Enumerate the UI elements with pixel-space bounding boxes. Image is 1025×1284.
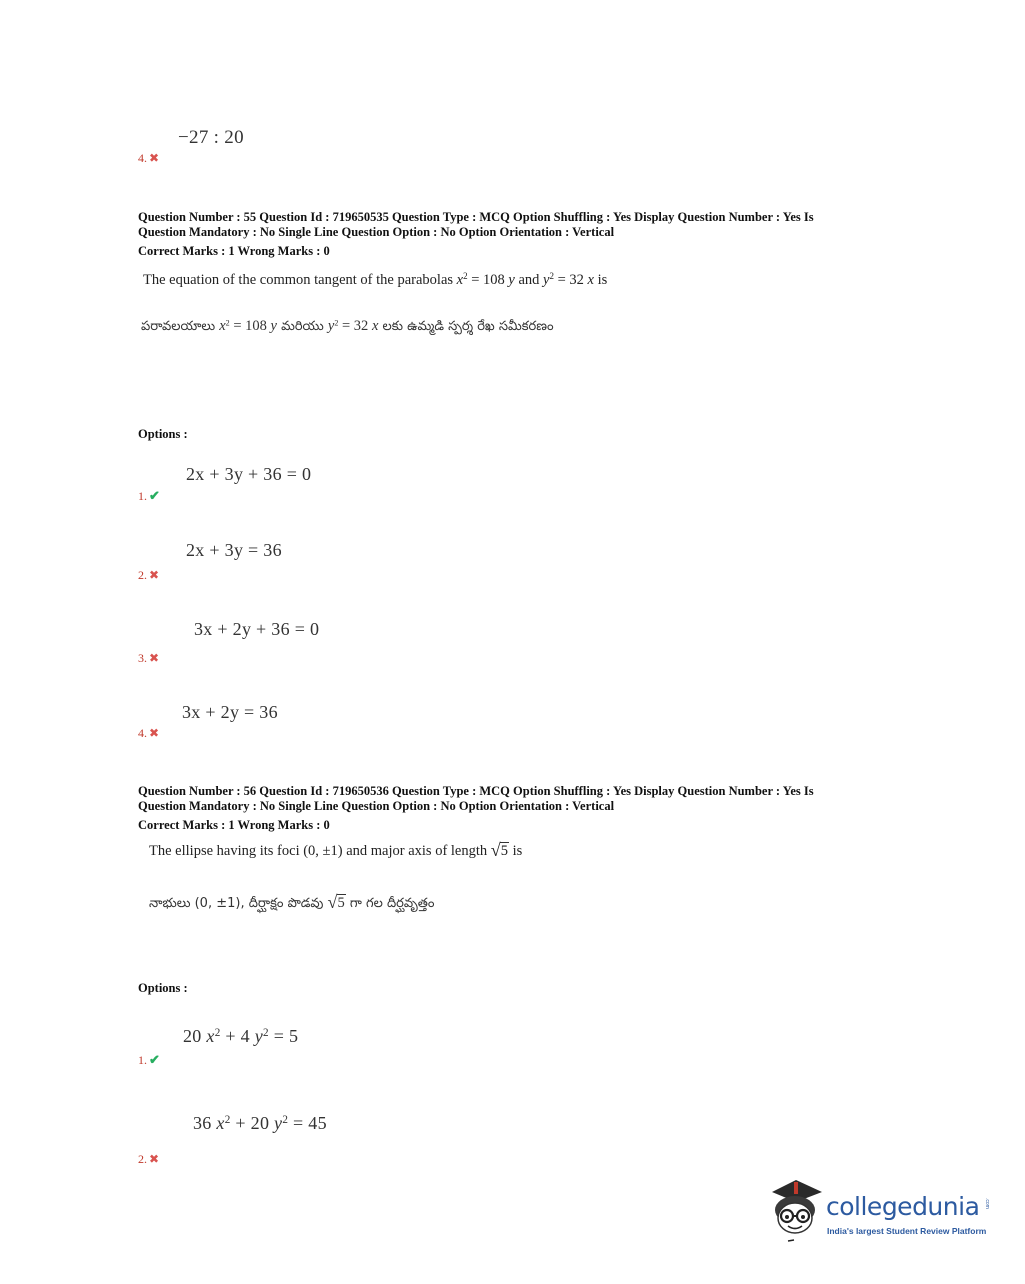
q55-option-3-number: 3. ✖ (138, 651, 160, 665)
q55-meta-line3: Correct Marks : 1 Wrong Marks : 0 (138, 244, 330, 258)
q55-option-1-number: 1. ✔ (138, 488, 160, 503)
q54-option-4-number: 4. ✖ (138, 151, 160, 165)
q56-meta-line3: Correct Marks : 1 Wrong Marks : 0 (138, 818, 330, 832)
sqrt-symbol: √ 5 (491, 843, 509, 860)
q55-question-text-en: The equation of the common tangent of the parabolas $x^2 = 108$ y and $y^2 = 32$ x is (143, 271, 608, 288)
collegedunia-logo (768, 1178, 998, 1248)
q55-option-2-number: 2. ✖ (138, 568, 160, 582)
q56-meta-line1: Question Number : 56 Question Id : 719650536 Question Type : MCQ Option Shuffling : Yes Display Question Number : Yes Is (138, 784, 814, 798)
logo-tagline: India's largest Student Review Platform (827, 1226, 987, 1236)
sqrt-symbol: √ 5 (328, 895, 346, 912)
q55-option-2-expr: 2x + 3y = 36 (186, 540, 282, 560)
q56-meta-line2: Question Mandatory : No Single Line Question Option : No Option Orientation : Vertical (138, 799, 615, 813)
q56-option-2-expr: 36 $x^2 + 20$ $y^2 = 45$ (193, 1113, 327, 1133)
q55-meta-line2: Question Mandatory : No Single Line Question Option : No Option Orientation : Vertical (138, 225, 615, 239)
q55-option-1-expr: 2x + 3y + 36 = 0 (186, 464, 312, 484)
q55-option-4-number: 4. ✖ (138, 726, 160, 740)
q55-option-4-expr: 3x + 2y = 36 (182, 702, 278, 722)
correct-check-icon: ✔ (149, 488, 160, 503)
q56-option-1-expr: 20 $x^2 + 4$ $y^2 = 5$ (183, 1026, 299, 1046)
wrong-mark-icon: ✖ (149, 726, 160, 740)
q54-option-4-expr: −27 : 20 (178, 127, 244, 148)
q56-question-text-en: The ellipse having its foci (0, ±1) and major axis of length √ 5 is (149, 843, 522, 860)
q56-question-text-te: నాభులు (0, ±1), దీర్ఘాక్షం పొడవు √ 5 గా గల దీర్ఘవృత్తం (149, 895, 434, 914)
wrong-mark-icon: ✖ (149, 1152, 160, 1166)
q56-option-1-number: 1. ✔ (138, 1052, 160, 1067)
q55-options-label: Options : (138, 427, 188, 441)
correct-check-icon: ✔ (149, 1052, 160, 1067)
logo-dotcom: .com (984, 1198, 990, 1209)
wrong-mark-icon: ✖ (149, 568, 160, 582)
q55-question-text-te: పరావలయాలు $x^2 = 108$ y మరియు $y^2 = 32$ x లకు ఉమ్మడి స్పర్శ రేఖ సమీకరణం (141, 318, 554, 334)
q56-options-label: Options : (138, 981, 188, 995)
mascot-icon (768, 1178, 826, 1246)
q55-option-3-expr: 3x + 2y + 36 = 0 (194, 619, 320, 639)
q55-meta-line1: Question Number : 55 Question Id : 719650535 Question Type : MCQ Option Shuffling : Yes Display Question Number : Yes Is (138, 210, 814, 224)
logo-wordmark: collegedunia (826, 1192, 980, 1221)
q56-option-2-number: 2. ✖ (138, 1152, 160, 1166)
wrong-mark-icon: ✖ (149, 151, 160, 165)
wrong-mark-icon: ✖ (149, 651, 160, 665)
